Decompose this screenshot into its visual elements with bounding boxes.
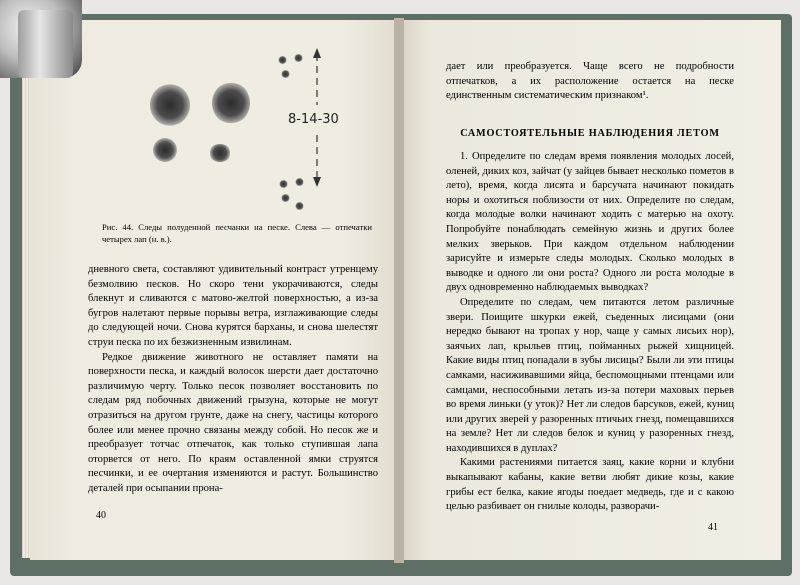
footprints-figure — [95, 40, 355, 215]
left-page-text — [88, 263, 378, 497]
figure-caption: Рис. 44. Следы полуденной песчанки на песке. Слева — отпечатки четырех лап (н. в.). — [102, 222, 372, 244]
book-gutter — [394, 18, 404, 563]
right-page-continuation: дает или преобразуется. Чаще всего не подробности отпечатков, а их расположение остается на песке единственным систематическим признаком¹. — [446, 61, 734, 102]
paragraph: Редкое движение животного не оставляет памяти на поверхности песка, и каждый волосок шерсти дает достаточно различимую черту. Только песок позволяет восстановить по следам ряд побочных движений грызуна, которые не могут отразиться на другом грунте, даже на снегу, частицы которого более или менее прочно связаны между собой. Но песок же и преобразует тотчас отпечаток, как только ступившая лапа оторвется от него. По краям оставленной ямки струятся песчинки, и ее очертания изменяются и растут. Большинство деталей при осыпании прона- — [88, 351, 378, 494]
figure-annotation: 8-14-30 — [288, 112, 339, 127]
page-number-left: 40 — [96, 510, 106, 521]
direction-line — [95, 40, 355, 215]
section-heading: САМОСТОЯТЕЛЬНЫЕ НАБЛЮДЕНИЯ ЛЕТОМ — [460, 128, 720, 139]
paragraph: Определите по следам, чем питаются летом различные звери. Поищите шкурки ежей, съеденных лисицами (они нередко бывают на тропах у нор, чаще у самых лисьих нор), заячьих лап, крыльев птиц, пойманных рыжей хищницей. Какие виды птиц попадали в зубы лисицы? Были ли эти птицы самками, насиживавшими яйца, беспомощными птенцами или самцами, неспособными летать из-за потери маховых перьев во время линьки (у уток)? Нет ли следов барсуков, ежей, куниц или других зверей у разоренных птичьих гнезд, помещавшихся на земле? Нет ли следов белок и куниц у разоренных гнезд, находившихся в дуплах? — [446, 296, 734, 454]
right-page-text — [446, 150, 734, 515]
paragraph: дневного света, составляют удивительный контраст утренцему безмолвию песков. Но скоро тени укорачиваются, следы блекнут и сливаются с матово-желтой поверхностью, а из-за бугров налетают первые порывы ветра, изглаживающие следы до следующей ночи. Снова курятся барханы, и снова шелестят струи песка по их безжизненным извилинам. — [88, 264, 378, 348]
paragraph: 1. Определите по следам время появления молодых лосей, оленей, диких коз, зайчат (у зайцев бывает несколько пометов в лето), время, когда лисята и барсучата начинают покидать норы и охотиться поблизости от них. Определите по следам, когда молодые волки начинают ходить с матерью на охоту. Попробуйте понаблюдать семейную жизнь и других более мелких зверьков. При каждом отдельном наблюдении зарисуйте и измерьте следы молодых. Сколько молодых в выводке и одного ли они роста? Одного ли роста молодые в двух одновременно наблюдаемых выводках? — [446, 151, 734, 294]
metal-weight — [0, 0, 82, 78]
page-number-right: 41 — [708, 522, 718, 533]
paragraph: Какими растениями питается заяц, какие корни и клубни выкапывают кабаны, какие ветви любят дикие козы, какие грибы ест белка, какие ягоды поедает медведь, где и с какою целью разбивает он гнилые колоды, разворачи- — [446, 457, 734, 513]
metal-weight-highlight — [18, 10, 73, 78]
